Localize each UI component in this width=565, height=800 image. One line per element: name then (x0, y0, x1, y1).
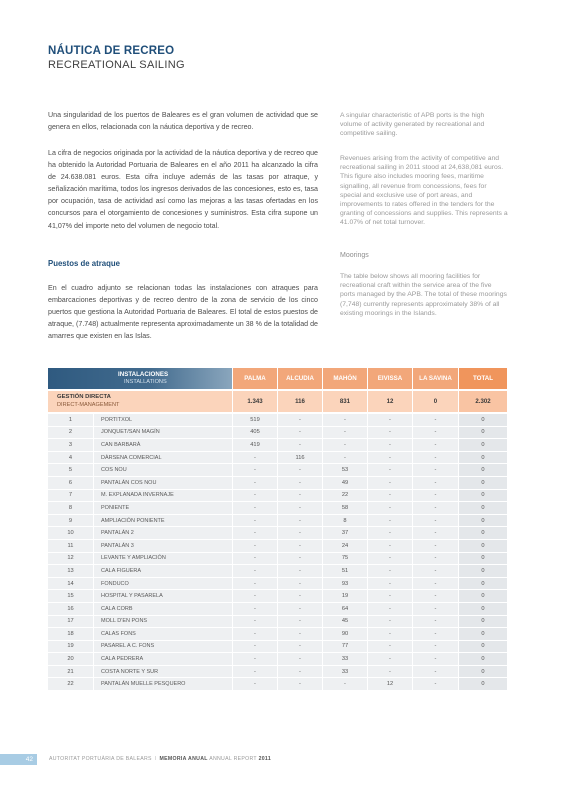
cell-eivissa: - (368, 427, 413, 440)
cell-mahon: - (323, 439, 368, 452)
cell-eivissa: 12 (368, 678, 413, 691)
cell-eivissa: - (368, 527, 413, 540)
table-row (48, 502, 507, 515)
group-value-la-savina: 0 (413, 389, 459, 414)
row-number: 14 (48, 578, 94, 591)
cell-alcudia: - (278, 414, 323, 427)
row-number: 9 (48, 515, 94, 528)
cell-alcudia: - (278, 477, 323, 490)
table-row (48, 414, 507, 427)
cell-palma: 419 (233, 439, 278, 452)
group-value-mahon: 831 (323, 389, 368, 414)
row-number: 16 (48, 603, 94, 616)
installation-name: CALA PEDRERA (94, 653, 233, 666)
cell-alcudia: - (278, 540, 323, 553)
cell-mahon: 22 (323, 490, 368, 503)
cell-total: 0 (459, 439, 507, 452)
table-row (48, 540, 507, 553)
installation-name: PORTITXOL (94, 414, 233, 427)
cell-alcudia: - (278, 616, 323, 629)
group-value-palma: 1.343 (233, 389, 278, 414)
footer-year: 2011 (258, 756, 272, 762)
installation-name: JONQUET/SAN MAGÍN (94, 427, 233, 440)
cell-palma: - (233, 553, 278, 566)
subtitle-es: Puestos de atraque (48, 259, 120, 268)
cell-eivissa: - (368, 502, 413, 515)
cell-la-savina: - (413, 414, 459, 427)
installations-header-en: INSTALLATIONS (124, 378, 167, 385)
cell-alcudia: - (278, 553, 323, 566)
cell-palma: - (233, 616, 278, 629)
row-number: 7 (48, 490, 94, 503)
row-number: 21 (48, 666, 94, 679)
row-number: 20 (48, 653, 94, 666)
cell-palma: 405 (233, 427, 278, 440)
cell-la-savina: - (413, 666, 459, 679)
cell-la-savina: - (413, 590, 459, 603)
cell-mahon: 93 (323, 578, 368, 591)
group-value-total: 2.302 (459, 389, 507, 414)
cell-total: 0 (459, 678, 507, 691)
cell-alcudia: - (278, 515, 323, 528)
cell-alcudia: - (278, 502, 323, 515)
installation-name: HOSPITAL Y PASARELA (94, 590, 233, 603)
installation-name: DÀRSENA COMERCIAL (94, 452, 233, 465)
cell-la-savina: - (413, 578, 459, 591)
col-header-total: TOTAL (459, 368, 507, 389)
row-number: 6 (48, 477, 94, 490)
cell-la-savina: - (413, 490, 459, 503)
installation-name: PANTALÁN MUELLE PESQUERO (94, 678, 233, 691)
cell-alcudia: - (278, 628, 323, 641)
row-number: 11 (48, 540, 94, 553)
row-number: 8 (48, 502, 94, 515)
cell-alcudia: - (278, 590, 323, 603)
table-row (48, 565, 507, 578)
table-row (48, 464, 507, 477)
cell-alcudia: - (278, 490, 323, 503)
cell-palma: - (233, 464, 278, 477)
cell-total: 0 (459, 603, 507, 616)
cell-palma: - (233, 477, 278, 490)
cell-palma: - (233, 502, 278, 515)
cell-total: 0 (459, 666, 507, 679)
cell-total: 0 (459, 540, 507, 553)
cell-la-savina: - (413, 464, 459, 477)
table-row (48, 553, 507, 566)
row-number: 10 (48, 527, 94, 540)
row-number: 2 (48, 427, 94, 440)
installation-name: FONDUCO (94, 578, 233, 591)
footer-annual-report: ANNUAL REPORT (209, 756, 257, 762)
group-label (48, 389, 233, 414)
cell-alcudia: - (278, 427, 323, 440)
table-row (48, 666, 507, 679)
footer-memoria: MEMORIA ANUAL (159, 756, 208, 762)
group-row-direct-management (48, 389, 507, 414)
cell-alcudia: - (278, 653, 323, 666)
cell-alcudia: - (278, 578, 323, 591)
row-number: 22 (48, 678, 94, 691)
col-header-palma: PALMA (233, 368, 278, 389)
cell-eivissa: - (368, 616, 413, 629)
cell-eivissa: - (368, 603, 413, 616)
group-label-es: GESTIÓN DIRECTA (57, 394, 111, 401)
cell-total: 0 (459, 628, 507, 641)
cell-eivissa: - (368, 540, 413, 553)
cell-mahon: 33 (323, 653, 368, 666)
paragraph-en-1: A singular characteristic of APB ports is the high volume of activity generated by recreational and competitive sailing. (340, 112, 485, 138)
cell-palma: - (233, 666, 278, 679)
cell-alcudia: - (278, 678, 323, 691)
cell-la-savina: - (413, 427, 459, 440)
cell-la-savina: - (413, 616, 459, 629)
cell-eivissa: - (368, 477, 413, 490)
cell-la-savina: - (413, 540, 459, 553)
installations-header-es: INSTALACIONES (118, 371, 169, 378)
table-row (48, 477, 507, 490)
cell-mahon: - (323, 678, 368, 691)
cell-la-savina: - (413, 439, 459, 452)
table-row (48, 452, 507, 465)
paragraph-es-2: La cifra de negocios originada por la actividad de la náutica deportiva y de recreo que ha obtenido la Autoridad Portuaria de Baleares en el año 2011 ha alcanzado la cifra de 24.638.081 euros. Esta cifra incluye además de las tasas por atraque, y señalización marítima, todos los ingresos derivados de las concesiones, esto es, tasa por ocupación, tasa de actividad así como las mejoras a las tasas ofertadas en los concursos para el otorgamiento de concesiones y suministros. Esta cifra supone un 41,07% del importe neto del volumen de negocio total. (48, 149, 318, 230)
footer-separator: I (154, 756, 157, 762)
cell-mahon: 49 (323, 477, 368, 490)
cell-palma: - (233, 678, 278, 691)
cell-palma: - (233, 490, 278, 503)
cell-alcudia: - (278, 641, 323, 654)
cell-palma: - (233, 653, 278, 666)
cell-alcudia: - (278, 565, 323, 578)
paragraph-es-1: Una singularidad de los puertos de Baleares es el gran volumen de actividad que se genera en ellos, relacionada con la náutica deportiva y de recreo. (48, 111, 318, 132)
cell-mahon: - (323, 427, 368, 440)
cell-palma: - (233, 590, 278, 603)
cell-la-savina: - (413, 565, 459, 578)
cell-mahon: - (323, 414, 368, 427)
installation-name: PANTALÁN 3 (94, 540, 233, 553)
installations-header (48, 368, 233, 389)
cell-la-savina: - (413, 527, 459, 540)
moorings-table (48, 368, 507, 691)
row-number: 18 (48, 628, 94, 641)
cell-alcudia: - (278, 464, 323, 477)
cell-mahon: - (323, 452, 368, 465)
table-row (48, 515, 507, 528)
installation-name: CALA CORB (94, 603, 233, 616)
cell-total: 0 (459, 616, 507, 629)
table-row (48, 603, 507, 616)
row-number: 12 (48, 553, 94, 566)
table-row (48, 590, 507, 603)
installation-name: PANTALÁN 2 (94, 527, 233, 540)
cell-mahon: 24 (323, 540, 368, 553)
row-number: 4 (48, 452, 94, 465)
cell-eivissa: - (368, 578, 413, 591)
cell-mahon: 45 (323, 616, 368, 629)
cell-palma: 519 (233, 414, 278, 427)
cell-total: 0 (459, 553, 507, 566)
cell-total: 0 (459, 477, 507, 490)
cell-la-savina: - (413, 477, 459, 490)
cell-mahon: 64 (323, 603, 368, 616)
cell-palma: - (233, 452, 278, 465)
cell-la-savina: - (413, 452, 459, 465)
cell-mahon: 75 (323, 553, 368, 566)
installation-name: CAN BARBARÀ (94, 439, 233, 452)
cell-total: 0 (459, 464, 507, 477)
table-row (48, 427, 507, 440)
cell-alcudia: - (278, 527, 323, 540)
group-value-eivissa: 12 (368, 389, 413, 414)
cell-la-savina: - (413, 515, 459, 528)
cell-palma: - (233, 603, 278, 616)
table-row (48, 616, 507, 629)
row-number: 1 (48, 414, 94, 427)
cell-la-savina: - (413, 553, 459, 566)
group-value-alcudia: 116 (278, 389, 323, 414)
cell-la-savina: - (413, 603, 459, 616)
row-number: 3 (48, 439, 94, 452)
subtitle-en: Moorings (340, 252, 369, 259)
row-number: 15 (48, 590, 94, 603)
cell-mahon: 33 (323, 666, 368, 679)
installation-name: COS NOU (94, 464, 233, 477)
cell-palma: - (233, 565, 278, 578)
cell-palma: - (233, 578, 278, 591)
cell-alcudia: 116 (278, 452, 323, 465)
installation-name: AMPLIACIÓN PONIENTE (94, 515, 233, 528)
row-number: 19 (48, 641, 94, 654)
cell-mahon: 37 (323, 527, 368, 540)
installation-name: M. EXPLANADA INVERNAJE (94, 490, 233, 503)
cell-eivissa: - (368, 628, 413, 641)
cell-total: 0 (459, 578, 507, 591)
cell-palma: - (233, 628, 278, 641)
cell-mahon: 77 (323, 641, 368, 654)
table-row (48, 628, 507, 641)
cell-mahon: 19 (323, 590, 368, 603)
cell-eivissa: - (368, 641, 413, 654)
cell-mahon: 8 (323, 515, 368, 528)
installation-name: CALAS FONS (94, 628, 233, 641)
installation-name: CALA FIGUERA (94, 565, 233, 578)
cell-total: 0 (459, 641, 507, 654)
paragraph-en-3: The table below shows all mooring facilities for recreational craft within the service area of the five ports managed by the APB. The total of these moorings (7,748) currently represents approximately 38% of all existing moorings in the Islands. (340, 273, 507, 317)
cell-palma: - (233, 527, 278, 540)
installation-name: PASAREL A C. FONS (94, 641, 233, 654)
col-header-alcudia: ALCUDIA (278, 368, 323, 389)
cell-eivissa: - (368, 565, 413, 578)
cell-palma: - (233, 540, 278, 553)
cell-alcudia: - (278, 666, 323, 679)
table-row (48, 578, 507, 591)
table-row (48, 527, 507, 540)
cell-palma: - (233, 515, 278, 528)
paragraph-en-2: Revenues arising from the activity of competitive and recreational sailing in 2011 stood at 24,638,081 euros. This figure also includes mooring fees, maritime signalling, all revenue from concessions, fees for special and exclusive use of port areas, and improvements to rates offered in the tenders for the granting of concessions and supplies. This represents a 41.07% of net total turnover. (340, 155, 508, 227)
page-number: 42 (0, 754, 37, 765)
table-row (48, 678, 507, 691)
row-number: 13 (48, 565, 94, 578)
cell-mahon: 90 (323, 628, 368, 641)
cell-eivissa: - (368, 653, 413, 666)
cell-eivissa: - (368, 490, 413, 503)
installation-name: LEVANTE Y AMPLIACIÓN (94, 553, 233, 566)
cell-eivissa: - (368, 439, 413, 452)
col-header-mahon: MAHÓN (323, 368, 368, 389)
cell-total: 0 (459, 427, 507, 440)
cell-eivissa: - (368, 452, 413, 465)
cell-la-savina: - (413, 502, 459, 515)
section-title-es: NÁUTICA DE RECREO (48, 45, 175, 57)
cell-la-savina: - (413, 628, 459, 641)
cell-la-savina: - (413, 653, 459, 666)
col-header-eivissa: EIVISSA (368, 368, 413, 389)
cell-eivissa: - (368, 590, 413, 603)
footer (49, 755, 271, 764)
cell-total: 0 (459, 452, 507, 465)
cell-total: 0 (459, 527, 507, 540)
cell-la-savina: - (413, 678, 459, 691)
table-row (48, 641, 507, 654)
table-row (48, 439, 507, 452)
col-header-la-savina: LA SAVINA (413, 368, 459, 389)
row-number: 17 (48, 616, 94, 629)
cell-total: 0 (459, 490, 507, 503)
group-label-en: DIRECT-MANAGEMENT (57, 401, 120, 408)
cell-alcudia: - (278, 439, 323, 452)
cell-eivissa: - (368, 515, 413, 528)
table-row (48, 490, 507, 503)
table-row (48, 653, 507, 666)
installation-name: COSTA NORTE Y SUR (94, 666, 233, 679)
cell-eivissa: - (368, 666, 413, 679)
cell-total: 0 (459, 414, 507, 427)
cell-total: 0 (459, 502, 507, 515)
cell-eivissa: - (368, 414, 413, 427)
installation-name: MOLL D'EN PONS (94, 616, 233, 629)
cell-mahon: 58 (323, 502, 368, 515)
cell-eivissa: - (368, 553, 413, 566)
footer-org: AUTORITAT PORTUÀRIA DE BALEARS (49, 756, 152, 762)
cell-eivissa: - (368, 464, 413, 477)
cell-la-savina: - (413, 641, 459, 654)
paragraph-es-3: En el cuadro adjunto se relacionan todas las instalaciones con atraques para embarcaciones deportivas y de recreo dentro de la zona de servicio de los cinco puertos que gestiona la Autoridad Portuaria de Baleares. El total de estos puestos de atraque, (7.748) actualmente representa aproximadamente un 38 % de la totalidad de amarres que existen en las Islas. (48, 284, 318, 341)
installation-name: PONIENTE (94, 502, 233, 515)
cell-total: 0 (459, 590, 507, 603)
row-number: 5 (48, 464, 94, 477)
cell-total: 0 (459, 565, 507, 578)
cell-mahon: 53 (323, 464, 368, 477)
cell-mahon: 51 (323, 565, 368, 578)
section-title-en: RECREATIONAL SAILING (48, 59, 185, 71)
table-header-row (48, 368, 507, 389)
cell-palma: - (233, 641, 278, 654)
installation-name: PANTALÁN COS NOU (94, 477, 233, 490)
cell-alcudia: - (278, 603, 323, 616)
cell-total: 0 (459, 653, 507, 666)
cell-total: 0 (459, 515, 507, 528)
